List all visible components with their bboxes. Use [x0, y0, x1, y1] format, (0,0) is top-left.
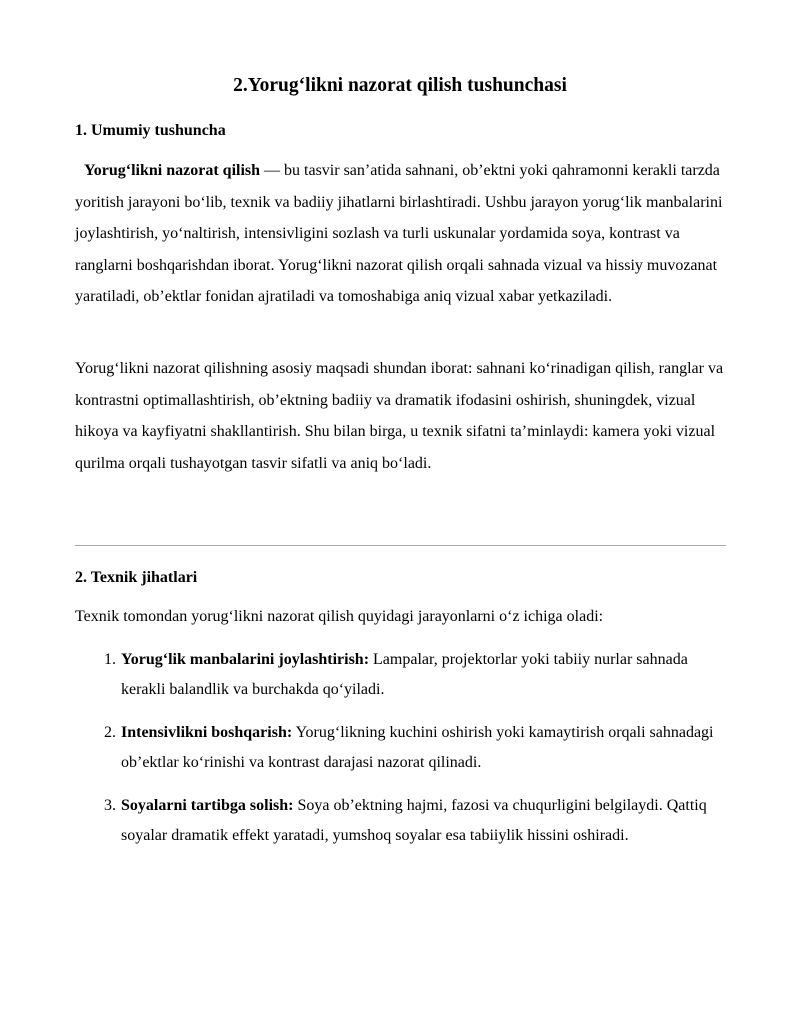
list-item-text: Yorug‘likning kuchini oshirish yoki kamaytirish orqali sahnadagi ob’ektlar ko‘rinishi va kontrast darajasi nazorat qilinadi.: [121, 724, 714, 771]
list-item: [75, 645, 727, 704]
definition-text: — bu tasvir san’atida sahnani, ob’ektni yoki qahramonni kerakli tarzda yoritish jarayoni bo‘lib, texnik va badiiy jihatlarni birlashtiradi. Ushbu jarayon yorug‘lik manbalarini joylashtirish, yo‘naltirish, intensivligini sozlash va turli uskunalar yordamida soya, kontrast va ranglarni boshqarishdan iborat. Yorug‘likni nazorat qilish orqali sahnada vizual va hissiy muvozanat yaratiladi, ob’ektlar fonidan ajratiladi va tomoshabiga aniq vizual xabar yetkaziladi.: [75, 162, 723, 306]
section-heading-technical-aspects: 2. Texnik jihatlari: [75, 569, 198, 586]
list-item-text: Soya ob’ektning hajmi, fazosi va chuqurligini belgilaydi. Qattiq soyalar dramatik effekt yaratadi, yumshoq soyalar esa tabiiylik hissini oshiradi.: [121, 797, 707, 844]
list-item: [75, 791, 727, 850]
section-heading-general-concept: 1. Umumiy tushuncha: [75, 122, 226, 139]
defined-term: Yorug‘likni nazorat qilish: [84, 162, 261, 179]
list-item-text: Lampalar, projektorlar yoki tabiiy nurlar sahnada kerakli balandlik va burchakda qo‘yiladi.: [121, 651, 688, 698]
list-item: [75, 718, 727, 777]
horizontal-divider: [75, 545, 726, 546]
technical-steps-list: [75, 645, 727, 864]
list-item-term: Intensivlikni boshqarish:: [121, 724, 293, 741]
paragraph-technical-intro: Texnik tomondan yorug‘likni nazorat qilish quyidagi jarayonlarni o‘z ichiga oladi:: [75, 608, 604, 625]
paragraph-definition: [75, 155, 727, 313]
paragraph-purpose: Yorug‘likni nazorat qilishning asosiy maqsadi shundan iborat: sahnani ko‘rinadigan qilish, ranglar va kontrastni optimallashtirish, ob’ektning badiiy va dramatik ifodasini oshirish, shuningdek, vizual hikoya va kayfiyatni shakllantirish. Shu bilan birga, u texnik sifatni ta’minlaydi: kamera yoki vizual qurilma orqali tushayotgan tasvir sifatli va aniq bo‘ladi.: [75, 360, 724, 472]
list-item-term: Yorug‘lik manbalarini joylashtirish:: [121, 651, 370, 668]
list-item-term: Soyalarni tartibga solish:: [121, 797, 294, 814]
list-item-number: 2.: [104, 724, 116, 741]
list-item-number: 1.: [104, 651, 116, 668]
document-title: 2.Yorug‘likni nazorat qilish tushunchasi: [233, 75, 567, 96]
list-item-number: 3.: [104, 797, 116, 814]
